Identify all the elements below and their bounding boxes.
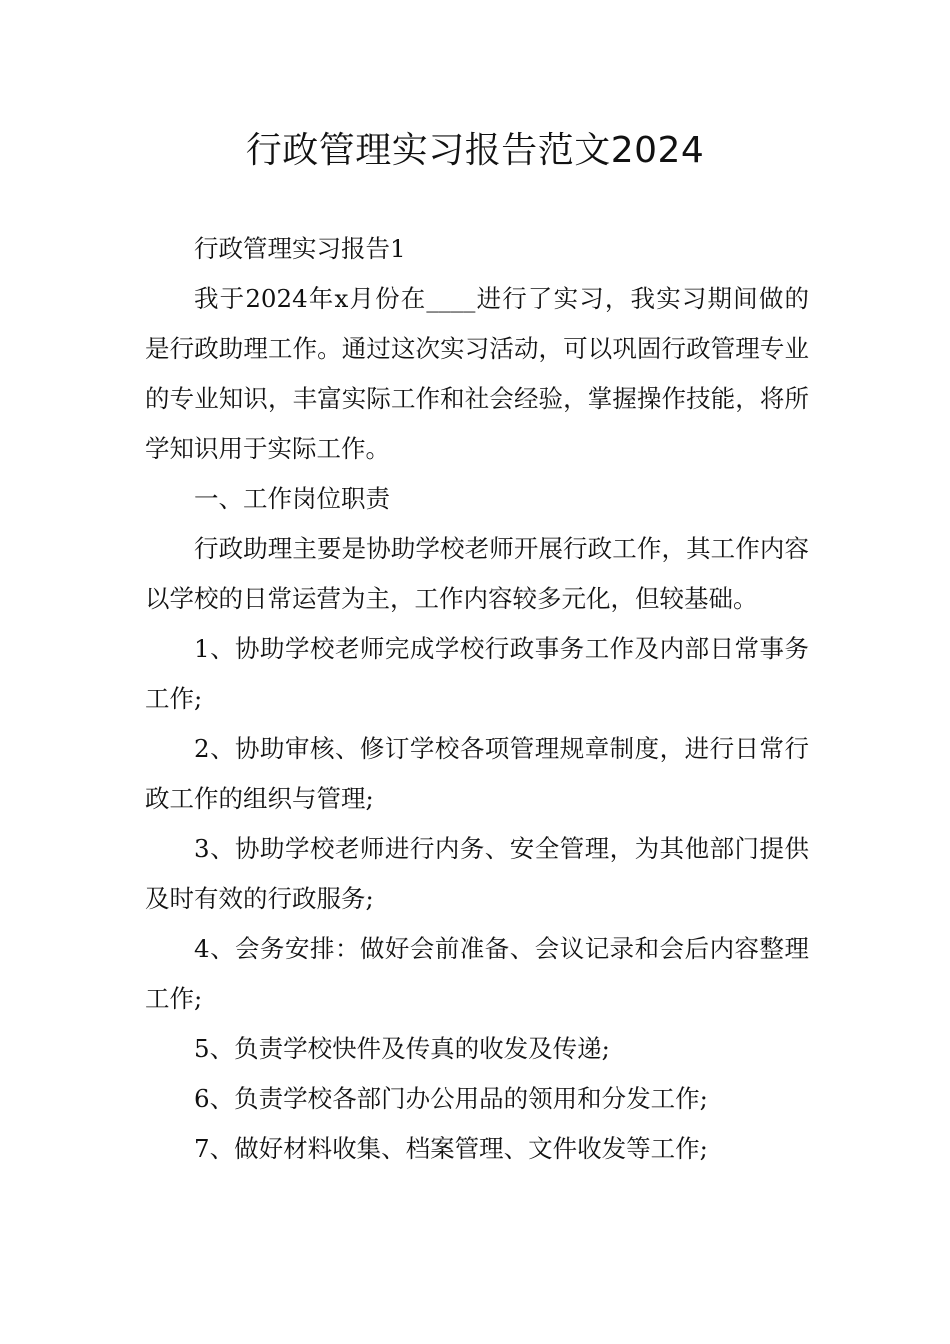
- list-item: 3、协助学校老师进行内务、安全管理，为其他部门提供及时有效的行政服务;: [145, 834, 809, 913]
- list-item: 2、协助审核、修订学校各项管理规章制度，进行日常行政工作的组织与管理;: [145, 734, 809, 813]
- paragraph-section-heading: 行政管理实习报告1: [194, 234, 406, 263]
- list-item: 4、会务安排：做好会前准备、会议记录和会后内容整理工作;: [145, 934, 809, 1013]
- list-item: 7、做好材料收集、档案管理、文件收发等工作;: [194, 1134, 708, 1163]
- paragraph-duties-summary: 行政助理主要是协助学校老师开展行政工作，其工作内容以学校的日常运营为主，工作内容较多元化，但较基础。: [145, 534, 809, 613]
- list-item: 1、协助学校老师完成学校行政事务工作及内部日常事务工作;: [145, 634, 809, 713]
- paragraph-intro: 我于2024年x月份在____进行了实习，我实习期间做的是行政助理工作。通过这次实习活动，可以巩固行政管理专业的专业知识，丰富实际工作和社会经验，掌握操作技能，将所学知识用于实际工作。: [145, 284, 809, 463]
- paragraph-subheading: 一、工作岗位职责: [194, 484, 390, 513]
- document-title: 行政管理实习报告范文2024: [245, 130, 705, 171]
- list-item: 6、负责学校各部门办公用品的领用和分发工作;: [194, 1084, 708, 1113]
- document-body: [145, 224, 809, 1174]
- list-item: 5、负责学校快件及传真的收发及传递;: [194, 1034, 610, 1063]
